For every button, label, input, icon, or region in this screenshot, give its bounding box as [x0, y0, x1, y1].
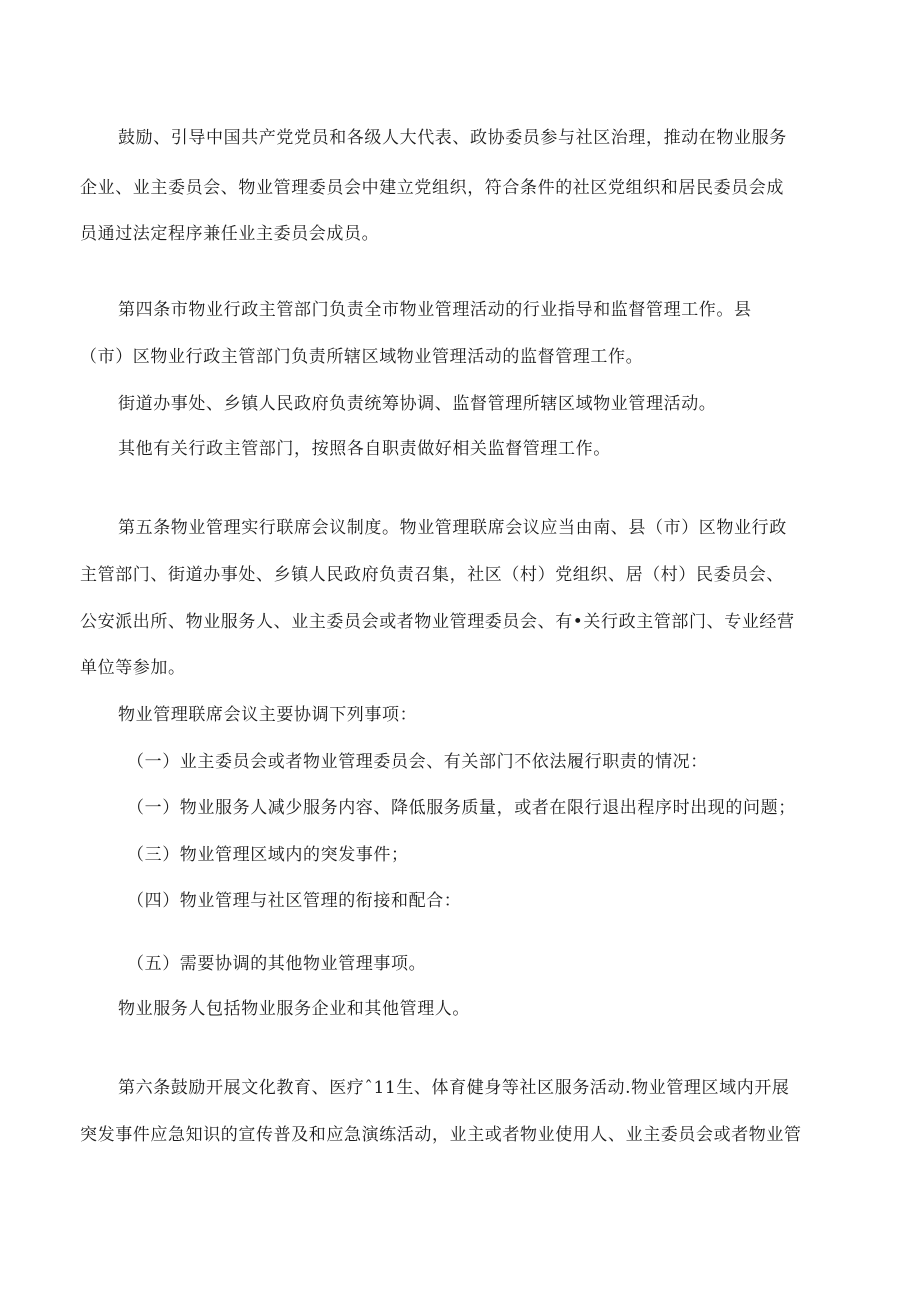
text-line: 第四条市物业行政主管部门负责全市物业管理活动的行业指导和监督管理工作。县 [118, 300, 752, 320]
text-line: 第五条物业管理实行联席会议制度。物业管理联席会议应当由南、县（市）区物业行政 [118, 518, 787, 538]
text-line: 街道办事处、乡镇人民政府负责统筹协调、监督管理所辖区域物业管理活动。 [118, 394, 717, 414]
list-item: （五）需要协调的其他物业管理事项。 [127, 954, 427, 974]
list-item: （三）物业管理区域内的突发事件； [127, 845, 409, 865]
list-item: （四）物业管理与社区管理的衔接和配合： [127, 891, 462, 911]
text-line: 其他有关行政主管部门，按照各自职责做好相关监督管理工作。 [118, 439, 611, 459]
text-line: 员通过法定程序兼任业主委员会成员。 [80, 224, 380, 244]
text-line: 突发事件应急知识的宣传普及和应急演练活动，业主或者物业使用人、业主委员会或者物业管 [80, 1125, 802, 1145]
text-line: 主管部门、街道办事处、乡镇人民政府负责召集，社区（村）党组织、居（村）民委员会、 [80, 565, 784, 585]
text-line: 物业管理联席会议主要协调下列事项： [118, 705, 418, 725]
text-line: （市）区物业行政主管部门负责所辖区域物业管理活动的监督管理工作。 [80, 347, 644, 367]
text-line: 物业服务人包括物业服务企业和其他管理人。 [118, 999, 470, 1019]
text-line: 公安派出所、物业服务人、业主委员会或者物业管理委员会、有•关行政主管部门、专业经营 [80, 612, 795, 632]
list-item: （一）业主委员会或者物业管理委员会、有关部门不依法履行职责的情况： [127, 752, 708, 772]
list-item: （一）物业服务人减少服务内容、降低服务质量，或者在限行退出程序时出现的问题； [127, 798, 796, 818]
text-line: 鼓励、引导中国共产党党员和各级人大代表、政协委员参与社区治理，推动在物业服务 [118, 128, 787, 148]
text-line: 第六条鼓励开展文化教育、医疗ˆ11生、体育健身等社区服务活动.物业管理区域内开展 [118, 1078, 790, 1098]
text-line: 企业、业主委员会、物业管理委员会中建立党组织，符合条件的社区党组织和居民委员会成 [80, 178, 784, 198]
text-line: 单位等参加。 [80, 658, 186, 678]
